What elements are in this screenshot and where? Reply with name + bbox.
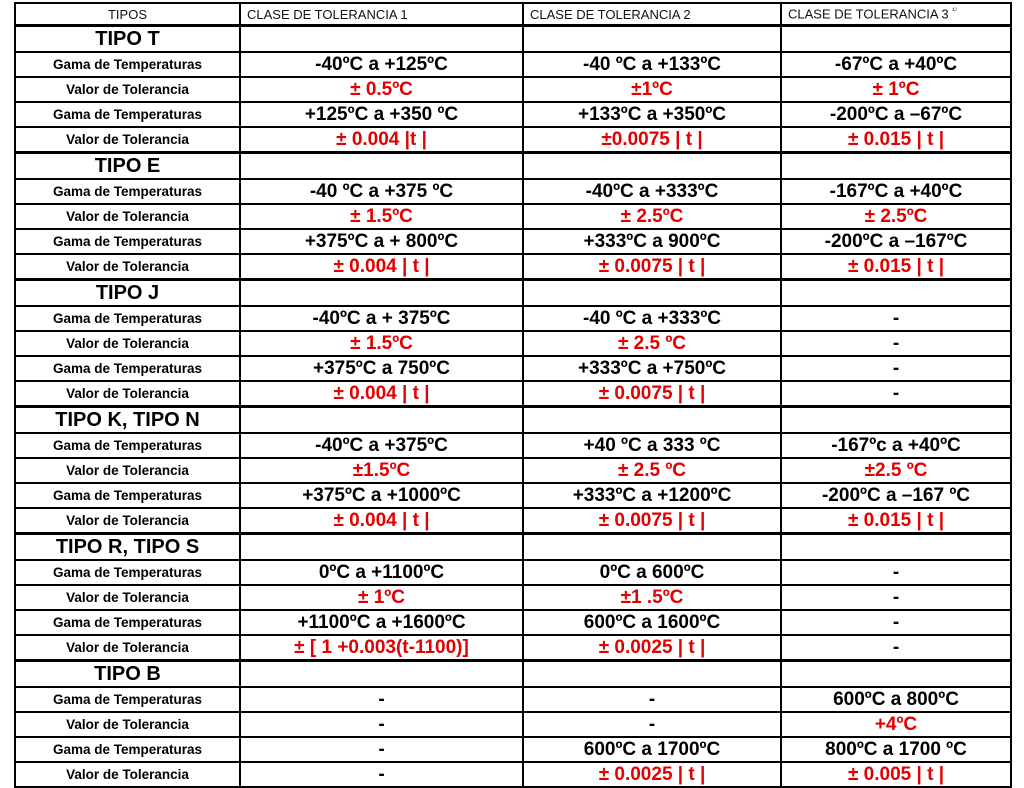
temperature-range-label: Gama de Temperaturas: [15, 52, 240, 77]
section-row: [15, 661, 1011, 688]
tolerance-value-class-3: -: [781, 635, 1011, 661]
table-row: [15, 687, 1011, 712]
section-empty-cell: [523, 26, 781, 53]
table-row: [15, 77, 1011, 102]
temperature-range-label: Gama de Temperaturas: [15, 737, 240, 762]
table-row: [15, 306, 1011, 331]
temperature-range-label: Gama de Temperaturas: [15, 560, 240, 585]
temperature-range-class-3: -200ºC a –67ºC: [781, 102, 1011, 127]
tolerance-value-class-3: -: [781, 331, 1011, 356]
section-empty-cell: [523, 534, 781, 561]
temperature-range-class-2: -: [523, 687, 781, 712]
table-row: [15, 331, 1011, 356]
table-row: [15, 458, 1011, 483]
temperature-range-class-1: -40 ºC a +375 ºC: [240, 179, 523, 204]
tolerance-value-label: Valor de Tolerancia: [15, 127, 240, 153]
temperature-range-label: Gama de Temperaturas: [15, 433, 240, 458]
tolerance-value-class-1: ± 0.004 | t |: [240, 508, 523, 534]
temperature-range-class-2: +133ºC a +350ºC: [523, 102, 781, 127]
tolerance-value-class-3: -: [781, 585, 1011, 610]
tolerance-value-label: Valor de Tolerancia: [15, 331, 240, 356]
tolerance-table: [14, 2, 1012, 788]
temperature-range-class-1: +375ºC a +1000ºC: [240, 483, 523, 508]
tolerance-value-class-1: ±1.5ºC: [240, 458, 523, 483]
tolerance-value-class-1: ± 1ºC: [240, 585, 523, 610]
tolerance-value-label: Valor de Tolerancia: [15, 458, 240, 483]
tolerance-value-class-2: -: [523, 712, 781, 737]
tolerance-value-class-1: ± 0.004 | t |: [240, 381, 523, 407]
table-row: [15, 179, 1011, 204]
tolerance-value-label: Valor de Tolerancia: [15, 204, 240, 229]
temperature-range-label: Gama de Temperaturas: [15, 229, 240, 254]
section-empty-cell: [240, 534, 523, 561]
section-empty-cell: [523, 280, 781, 307]
section-empty-cell: [240, 661, 523, 688]
tolerance-value-label: Valor de Tolerancia: [15, 381, 240, 407]
header-tipos: TIPOS: [15, 3, 240, 26]
section-title: TIPO E: [15, 153, 240, 180]
table-row: [15, 127, 1011, 153]
tolerance-value-class-3: ±2.5 ºC: [781, 458, 1011, 483]
tolerance-value-label: Valor de Tolerancia: [15, 585, 240, 610]
tolerance-value-label: Valor de Tolerancia: [15, 254, 240, 280]
temperature-range-class-1: +1100ºC a +1600ºC: [240, 610, 523, 635]
section-row: [15, 280, 1011, 307]
tolerance-value-class-2: ±1ºC: [523, 77, 781, 102]
temperature-range-label: Gama de Temperaturas: [15, 687, 240, 712]
table-row: [15, 52, 1011, 77]
tolerance-value-class-2: ± 0.0025 | t |: [523, 635, 781, 661]
header-class-1: CLASE DE TOLERANCIA 1: [240, 3, 523, 26]
tolerance-value-class-3: ± 0.015 | t |: [781, 127, 1011, 153]
tolerance-value-class-1: -: [240, 712, 523, 737]
section-title: TIPO K, TIPO N: [15, 407, 240, 434]
temperature-range-label: Gama de Temperaturas: [15, 483, 240, 508]
tolerance-value-class-3: ± 2.5ºC: [781, 204, 1011, 229]
section-row: [15, 407, 1011, 434]
section-title: TIPO J: [15, 280, 240, 307]
section-title: TIPO T: [15, 26, 240, 53]
table-row: [15, 508, 1011, 534]
tolerance-value-class-2: ±1 .5ºC: [523, 585, 781, 610]
tolerance-value-class-2: ± 2.5 ºC: [523, 458, 781, 483]
tolerance-value-class-3: +4ºC: [781, 712, 1011, 737]
table-row: [15, 635, 1011, 661]
tolerance-value-class-3: ± 1ºC: [781, 77, 1011, 102]
tolerance-table-container: [14, 2, 1010, 785]
temperature-range-class-2: -40 ºC a +133ºC: [523, 52, 781, 77]
temperature-range-class-2: 0ºC a 600ºC: [523, 560, 781, 585]
temperature-range-class-3: 600ºC a 800ºC: [781, 687, 1011, 712]
tolerance-value-class-3: -: [781, 381, 1011, 407]
temperature-range-class-1: +375ºC a + 800ºC: [240, 229, 523, 254]
tolerance-value-label: Valor de Tolerancia: [15, 77, 240, 102]
temperature-range-class-2: -40 ºC a +333ºC: [523, 306, 781, 331]
tolerance-value-class-2: ± 2.5ºC: [523, 204, 781, 229]
table-row: [15, 712, 1011, 737]
temperature-range-class-2: 600ºC a 1600ºC: [523, 610, 781, 635]
table-row: [15, 204, 1011, 229]
section-empty-cell: [240, 26, 523, 53]
temperature-range-class-3: -: [781, 560, 1011, 585]
section-empty-cell: [523, 661, 781, 688]
temperature-range-class-1: -40ºC a +125ºC: [240, 52, 523, 77]
temperature-range-class-1: +375ºC a 750ºC: [240, 356, 523, 381]
tolerance-value-class-3: ± 0.015 | t |: [781, 508, 1011, 534]
section-empty-cell: [781, 153, 1011, 180]
temperature-range-class-3: -167ºC a +40ºC: [781, 179, 1011, 204]
section-empty-cell: [240, 407, 523, 434]
temperature-range-class-2: +333ºC a 900ºC: [523, 229, 781, 254]
temperature-range-class-3: -167ºc a +40ºC: [781, 433, 1011, 458]
table-row: [15, 762, 1011, 787]
tolerance-value-class-1: ± 0.004 |t |: [240, 127, 523, 153]
section-empty-cell: [781, 407, 1011, 434]
table-row: [15, 381, 1011, 407]
section-row: [15, 26, 1011, 53]
temperature-range-label: Gama de Temperaturas: [15, 306, 240, 331]
table-body: [15, 26, 1011, 788]
tolerance-value-label: Valor de Tolerancia: [15, 635, 240, 661]
header-row: [15, 3, 1011, 26]
temperature-range-label: Gama de Temperaturas: [15, 356, 240, 381]
section-row: [15, 153, 1011, 180]
temperature-range-class-3: -: [781, 610, 1011, 635]
temperature-range-class-3: -200ºC a –167 ºC: [781, 483, 1011, 508]
temperature-range-class-3: -200ºC a –167ºC: [781, 229, 1011, 254]
temperature-range-class-2: -40ºC a +333ºC: [523, 179, 781, 204]
temperature-range-class-1: -: [240, 737, 523, 762]
table-row: [15, 433, 1011, 458]
header-class-2: CLASE DE TOLERANCIA 2: [523, 3, 781, 26]
header-class-3-label: CLASE DE TOLERANCIA 3: [788, 6, 949, 22]
temperature-range-class-3: -67ºC a +40ºC: [781, 52, 1011, 77]
table-row: [15, 254, 1011, 280]
section-empty-cell: [240, 280, 523, 307]
temperature-range-class-2: 600ºC a 1700ºC: [523, 737, 781, 762]
temperature-range-class-1: +125ºC a +350 ºC: [240, 102, 523, 127]
tolerance-value-class-1: ± 1.5ºC: [240, 204, 523, 229]
temperature-range-class-1: -40ºC a + 375ºC: [240, 306, 523, 331]
tolerance-value-class-2: ± 0.0075 | t |: [523, 254, 781, 280]
temperature-range-class-3: -: [781, 306, 1011, 331]
tolerance-value-class-2: ± 0.0075 | t |: [523, 508, 781, 534]
section-empty-cell: [781, 26, 1011, 53]
temperature-range-label: Gama de Temperaturas: [15, 610, 240, 635]
temperature-range-class-3: -: [781, 356, 1011, 381]
table-row: [15, 483, 1011, 508]
section-empty-cell: [523, 407, 781, 434]
tolerance-value-class-3: ± 0.005 | t |: [781, 762, 1011, 787]
table-row: [15, 356, 1011, 381]
section-empty-cell: [781, 661, 1011, 688]
temperature-range-class-1: -40ºC a +375ºC: [240, 433, 523, 458]
section-empty-cell: [781, 534, 1011, 561]
tolerance-value-class-1: ± [ 1 +0.003(t-1100)]: [240, 635, 523, 661]
tolerance-value-label: Valor de Tolerancia: [15, 508, 240, 534]
section-title: TIPO R, TIPO S: [15, 534, 240, 561]
tolerance-value-label: Valor de Tolerancia: [15, 762, 240, 787]
tolerance-value-class-1: ± 0.5ºC: [240, 77, 523, 102]
table-row: [15, 102, 1011, 127]
temperature-range-class-1: -: [240, 687, 523, 712]
tolerance-value-class-2: ±0.0075 | t |: [523, 127, 781, 153]
temperature-range-class-2: +40 ºC a 333 ºC: [523, 433, 781, 458]
temperature-range-class-2: +333ºC a +750ºC: [523, 356, 781, 381]
tolerance-value-class-2: ± 2.5 ºC: [523, 331, 781, 356]
tolerance-value-class-2: ± 0.0025 | t |: [523, 762, 781, 787]
table-row: [15, 229, 1011, 254]
section-empty-cell: [240, 153, 523, 180]
footnote-marker: ¹⁾: [952, 6, 957, 16]
section-row: [15, 534, 1011, 561]
section-empty-cell: [781, 280, 1011, 307]
table-row: [15, 737, 1011, 762]
tolerance-value-class-1: ± 0.004 | t |: [240, 254, 523, 280]
tolerance-value-class-1: -: [240, 762, 523, 787]
tolerance-value-label: Valor de Tolerancia: [15, 712, 240, 737]
table-row: [15, 560, 1011, 585]
tolerance-value-class-1: ± 1.5ºC: [240, 331, 523, 356]
tolerance-value-class-3: ± 0.015 | t |: [781, 254, 1011, 280]
temperature-range-label: Gama de Temperaturas: [15, 179, 240, 204]
header-class-3: [781, 3, 1011, 26]
table-row: [15, 585, 1011, 610]
temperature-range-label: Gama de Temperaturas: [15, 102, 240, 127]
table-row: [15, 610, 1011, 635]
section-empty-cell: [523, 153, 781, 180]
temperature-range-class-2: +333ºC a +1200ºC: [523, 483, 781, 508]
temperature-range-class-1: 0ºC a +1100ºC: [240, 560, 523, 585]
tolerance-value-class-2: ± 0.0075 | t |: [523, 381, 781, 407]
section-title: TIPO B: [15, 661, 240, 688]
temperature-range-class-3: 800ºC a 1700 ºC: [781, 737, 1011, 762]
